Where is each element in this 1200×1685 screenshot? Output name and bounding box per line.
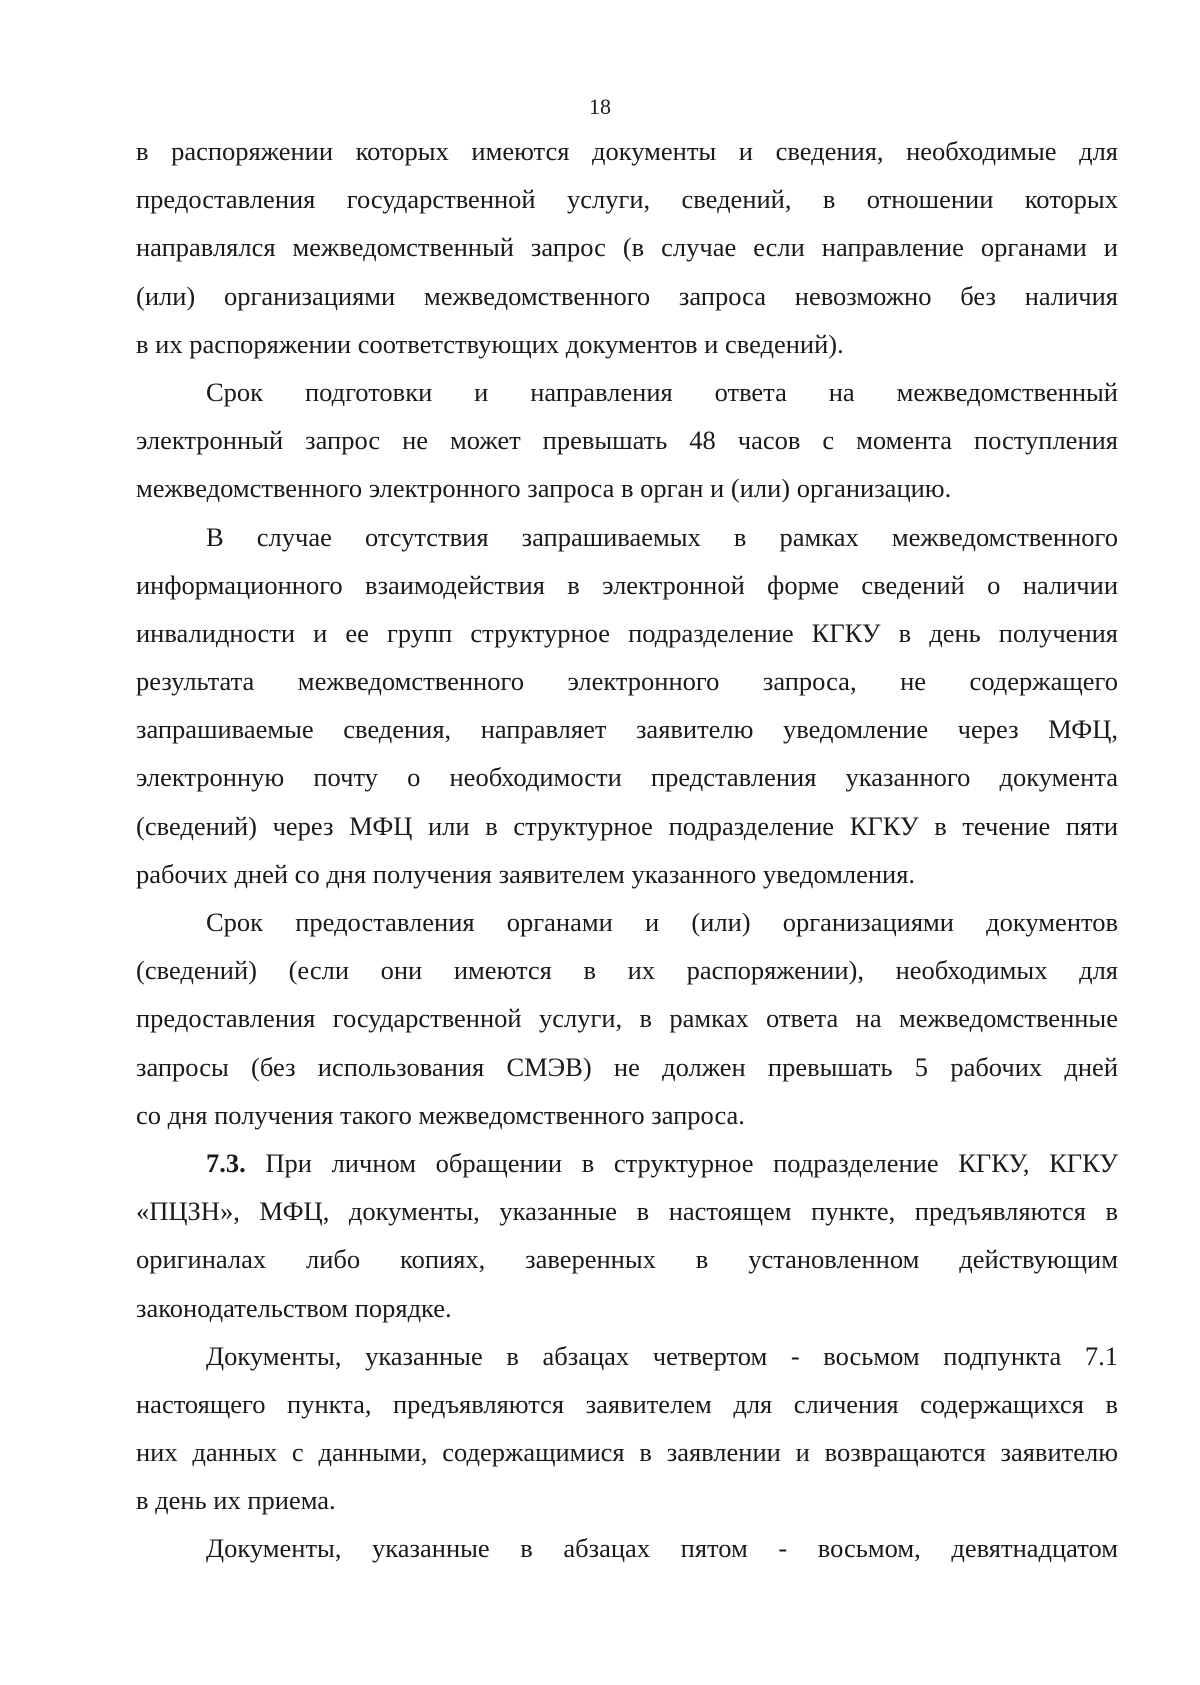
- text-line: них данных с данными, содержащимися в заявлении и возвращаются заявителю: [136, 1437, 1118, 1468]
- text-line: результата межведомственного электронного запроса, не содержащего: [136, 666, 1118, 697]
- text-line: [136, 1139, 1118, 1187]
- paragraph: [136, 1332, 1118, 1525]
- paragraph: [136, 513, 1118, 899]
- text-line: направлялся межведомственный запрос (в случае если направление органами и: [136, 232, 1118, 263]
- text-line: Срок предоставления органами и (или) организациями документов: [206, 907, 1118, 937]
- paragraph: [136, 368, 1118, 513]
- page-number: 18: [589, 94, 611, 119]
- text-fragment: При личном обращении в структурное подразделение КГКУ, КГКУ: [245, 1147, 1118, 1178]
- text-line: информационного взаимодействия в электронной форме сведений о наличии: [136, 569, 1118, 600]
- text-line: в их распоряжении соответствующих документов и сведений).: [136, 328, 844, 359]
- text-line: запрашиваемые сведения, направляет заявителю уведомление через МФЦ,: [136, 714, 1118, 745]
- text-line: (сведений) (если они имеются в их распоряжении), необходимых для: [136, 955, 1118, 986]
- paragraph: [136, 1139, 1118, 1332]
- text-line: В случае отсутствия запрашиваемых в рамках межведомственного: [206, 521, 1118, 552]
- text-line: оригиналах либо копиях, заверенных в установленном действующим: [136, 1244, 1118, 1275]
- paragraph: [136, 127, 1118, 368]
- text-line: в распоряжении которых имеются документы и сведения, необходимые для: [136, 136, 1118, 166]
- paragraph: [136, 1524, 1118, 1572]
- text-line: запросы (без использования СМЭВ) не должен превышать 5 рабочих дней: [136, 1051, 1118, 1082]
- text-line: Срок подготовки и направления ответа на межведомственный: [206, 376, 1118, 407]
- text-line: в день их приема.: [136, 1485, 336, 1516]
- text-line: со дня получения такого межведомственного запроса.: [136, 1099, 745, 1130]
- text-line: предоставления государственной услуги, в рамках ответа на межведомственные: [136, 1003, 1118, 1034]
- clause-number: 7.3.: [206, 1147, 246, 1178]
- document-body: [136, 127, 1118, 1573]
- text-line: Документы, указанные в абзацах пятом - восьмом, девятнадцатом: [206, 1533, 1118, 1564]
- text-line: Документы, указанные в абзацах четвертом - восьмом подпункта 7.1: [206, 1340, 1118, 1371]
- text-line: инвалидности и ее групп структурное подразделение КГКУ в день получения: [136, 617, 1118, 648]
- text-line: (или) организациями межведомственного запроса невозможно без наличия: [136, 280, 1118, 311]
- text-line: электронный запрос не может превышать 48 часов с момента поступления: [136, 425, 1118, 456]
- text-line: настоящего пункта, предъявляются заявителем для сличения содержащихся в: [136, 1388, 1118, 1419]
- text-line: (сведений) через МФЦ или в структурное подразделение КГКУ в течение пяти: [136, 810, 1118, 841]
- text-line: предоставления государственной услуги, сведений, в отношении которых: [136, 184, 1118, 215]
- text-line: «ПЦЗН», МФЦ, документы, указанные в настоящем пункте, предъявляются в: [136, 1196, 1118, 1227]
- text-line: электронную почту о необходимости представления указанного документа: [136, 762, 1118, 793]
- text-line: межведомственного электронного запроса в орган и (или) организацию.: [136, 473, 952, 504]
- text-line: рабочих дней со дня получения заявителем указанного уведомления.: [136, 858, 916, 889]
- paragraph: [136, 898, 1118, 1139]
- text-line: законодательством порядке.: [136, 1292, 452, 1323]
